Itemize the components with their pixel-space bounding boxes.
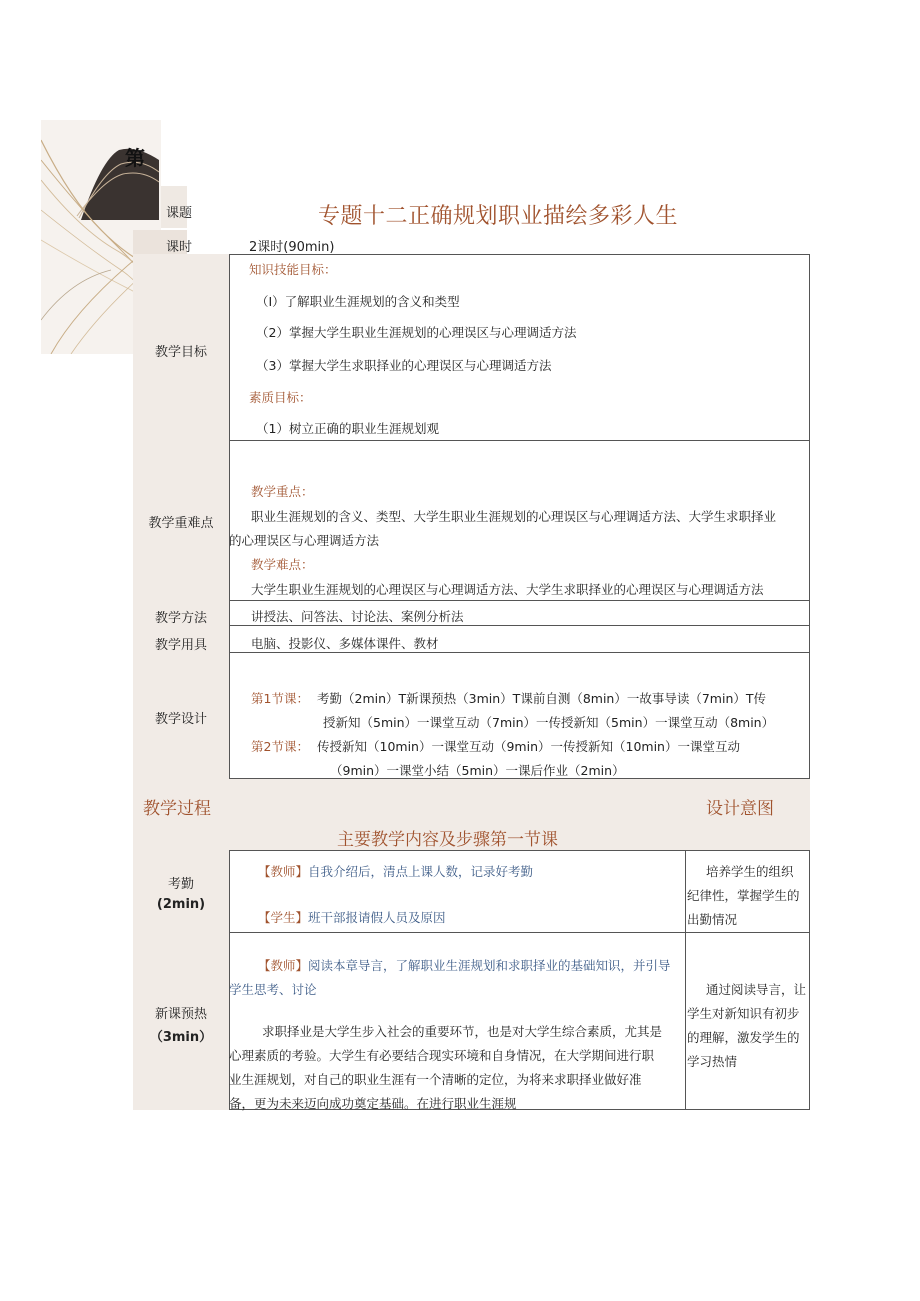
lesson1-schedule-line: 授新知（5min）一课堂互动（7min）一传授新知（5min）一课堂互动（8min） (323, 715, 775, 730)
warmup-body-line: 心理素质的考验。大学生有必要结合现实环境和自身情况，在大学期间进行职 (229, 1048, 655, 1063)
grid-line (685, 850, 686, 1109)
grid-line (229, 254, 230, 778)
difficulty-text: 大学生职业生涯规划的心理误区与心理调适方法、大学生求职择业的心理误区与心理调适方法 (251, 582, 764, 597)
lesson2-schedule-line: （9min）一课堂小结（5min）一课后作业（2min） (330, 763, 625, 778)
cover-chapter-char: 第 (125, 146, 145, 170)
lesson1-schedule-line: 考勤（2min）T新课预热（3min）T课前自测（8min）一故事导读（7min）T传 (317, 691, 767, 706)
process-heading: 教学过程 (143, 799, 211, 819)
attendance-student-text: 班干部报请假人员及原因 (308, 910, 446, 925)
design-label: 教学设计 (154, 712, 207, 727)
lesson2-label: 第2节课： (251, 739, 309, 754)
warmup-intent-line: 学生对新知识有初步 (687, 1006, 800, 1021)
intent-heading: 设计意图 (706, 799, 774, 819)
quality-item: （1）树立正确的职业生涯规划观 (256, 421, 439, 436)
key-points-label: 教学重难点 (148, 516, 214, 531)
teacher-tag: 【教师】 (258, 864, 309, 879)
attendance-intent-line: 出勤情况 (687, 912, 738, 927)
grid-line (229, 625, 810, 626)
focus-text-line: 职业生涯规划的含义、类型、大学生职业生涯规划的心理误区与心理调适方法、大学生求职择业 (251, 509, 777, 524)
hours-label: 课时 (166, 240, 193, 255)
teacher-tag: 【教师】 (258, 958, 309, 973)
warmup-body-line: 业生涯规划，对自己的职业生涯有一个清晰的定位，为将来求职择业做好准 (229, 1072, 642, 1087)
warmup-body-line: 备，更为未来迈向成功奠定基础。在进行职业生涯规 (229, 1096, 517, 1111)
focus-heading: 教学重点： (251, 484, 314, 499)
grid-line (809, 850, 810, 1109)
attendance-student-line (258, 908, 446, 926)
topic-label: 课题 (166, 206, 193, 221)
objective-item: （2）掌握大学生职业生涯规划的心理误区与心理调适方法 (256, 325, 577, 340)
methods-value: 讲授法、问答法、讨论法、案例分析法 (251, 609, 464, 624)
topic-title: 专题十二正确规划职业描绘多彩人生 (318, 204, 679, 229)
warmup-label: 新课预热 (154, 1007, 207, 1022)
attendance-intent-line: 纪律性，掌握学生的 (687, 888, 800, 903)
methods-label: 教学方法 (154, 611, 207, 626)
lesson1-label: 第1节课： (251, 691, 309, 706)
tools-value: 电脑、投影仪、多媒体课件、教材 (251, 636, 439, 651)
attendance-teacher-line (258, 862, 533, 880)
hours-value: 2课时(90min) (249, 240, 335, 255)
attendance-teacher-text: 自我介绍后，清点上课人数，记录好考勤 (308, 864, 534, 879)
tools-label: 教学用具 (154, 638, 207, 653)
focus-text-line: 的心理误区与心理调适方法 (229, 533, 380, 548)
grid-line (229, 600, 810, 601)
attendance-label: 考勤 (167, 877, 194, 892)
objective-item: （I）了解职业生涯规划的含义和类型 (256, 294, 460, 309)
objectives-label: 教学目标 (154, 345, 207, 360)
grid-line (809, 254, 810, 778)
grid-line (229, 850, 810, 851)
grid-line (229, 440, 810, 441)
warmup-body-line: 求职择业是大学生步入社会的重要环节，也是对大学生综合素质，尤其是 (262, 1024, 663, 1039)
grid-line (229, 932, 810, 933)
attendance-intent-line: 培养学生的组织 (706, 864, 794, 879)
warmup-intent-line: 学习热情 (687, 1054, 738, 1069)
difficulty-heading: 教学难点： (251, 557, 314, 572)
student-tag: 【学生】 (258, 910, 309, 925)
process-subheading-text: 主要教学内容及步骤第一节课 (337, 830, 558, 850)
objective-item: （3）掌握大学生求职择业的心理误区与心理调适方法 (256, 358, 552, 373)
attendance-time: (2min) (156, 897, 206, 912)
warmup-teacher-text-cont: 学生思考、讨论 (229, 982, 317, 997)
grid-line (229, 652, 810, 653)
warmup-teacher-line (258, 956, 671, 974)
lesson2-schedule-line: 传授新知（10min）一课堂互动（9min）一传授新知（10min）一课堂互动 (317, 739, 740, 754)
warmup-intent-line: 的理解，激发学生的 (687, 1030, 800, 1045)
warmup-teacher-text: 阅读本章导言，了解职业生涯规划和求职择业的基础知识，并引导 (308, 958, 671, 973)
warmup-intent-line: 通过阅读导言，让 (706, 982, 807, 997)
knowledge-heading: 知识技能目标： (249, 262, 337, 277)
warmup-time: （3min） (149, 1030, 213, 1045)
process-subheading (337, 825, 558, 850)
quality-heading: 素质目标： (249, 390, 312, 405)
